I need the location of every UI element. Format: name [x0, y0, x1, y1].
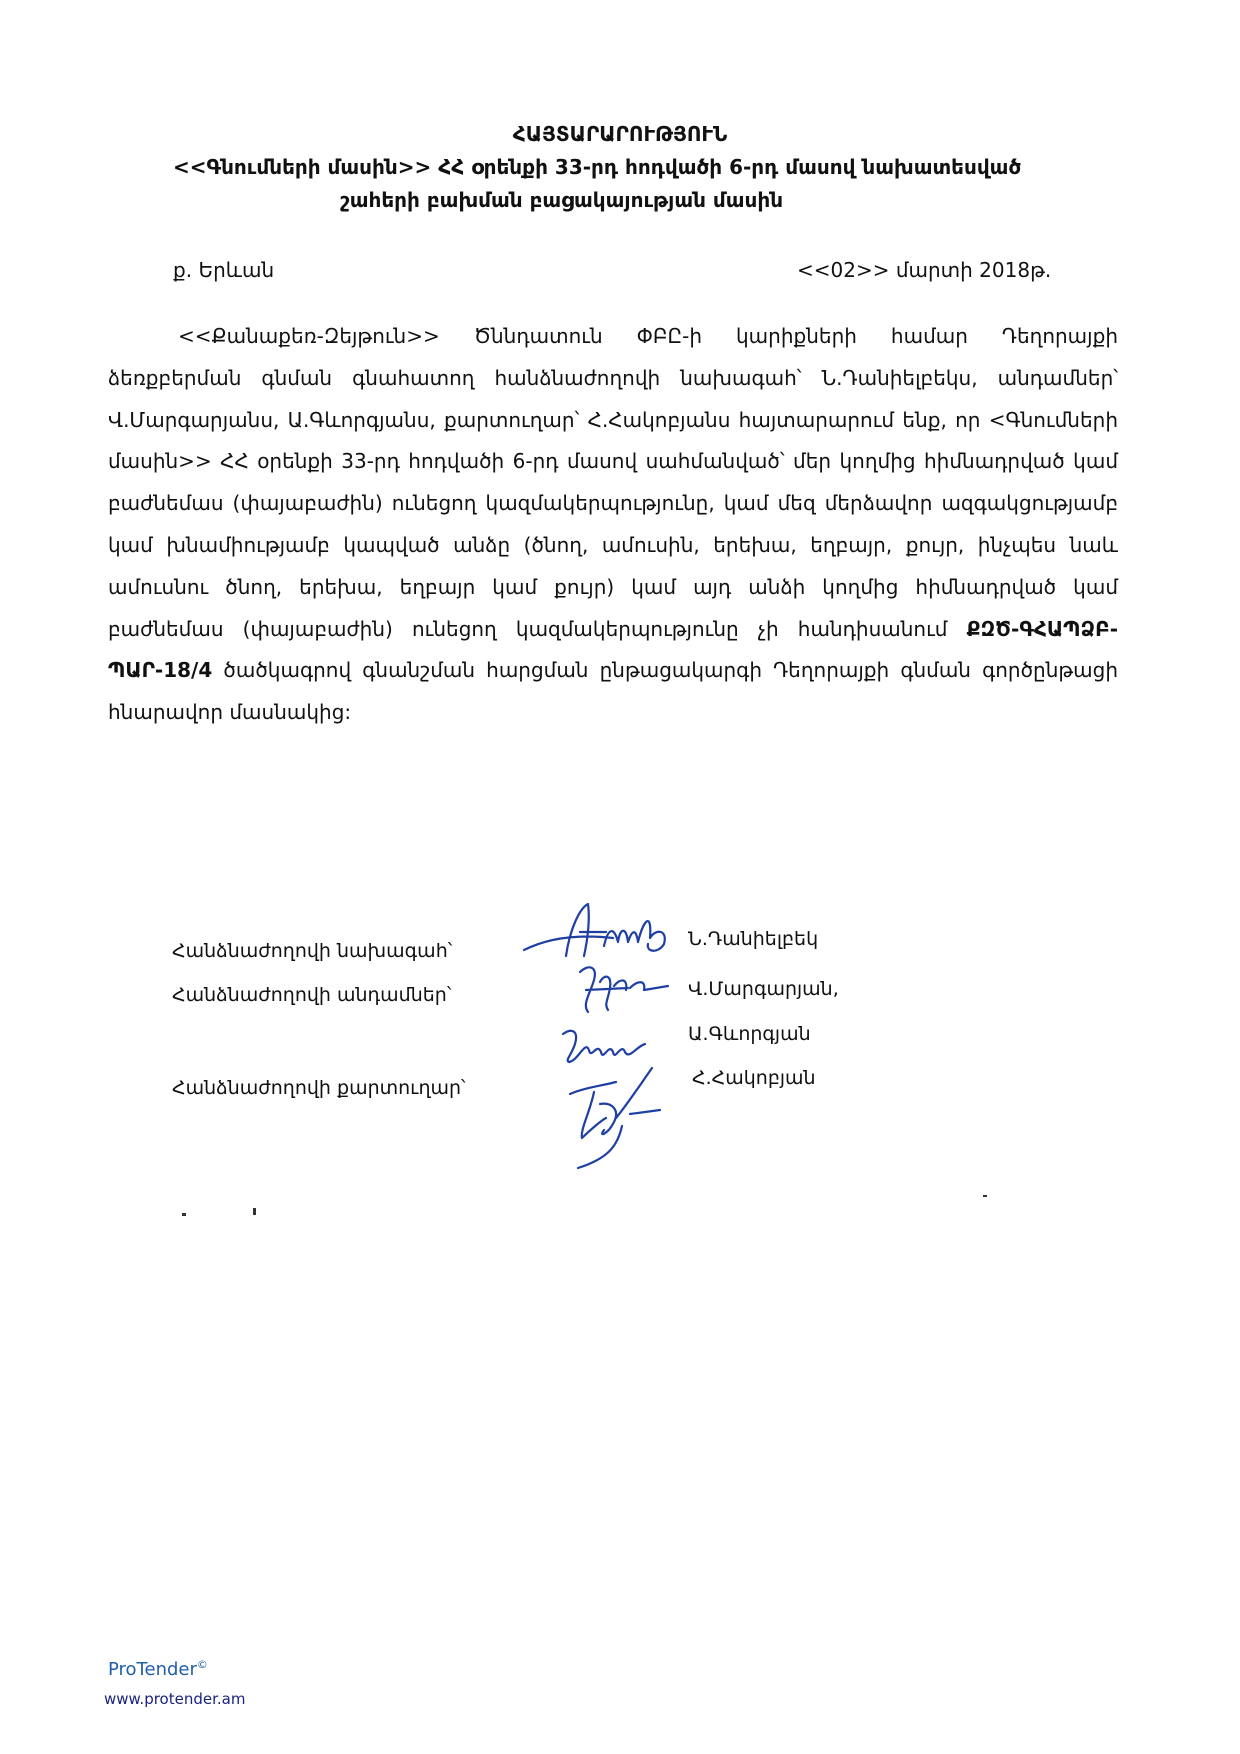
document-heading: ՀԱՅՏԱՐԱՐՈՒԹՅՈՒՆ [512, 122, 728, 146]
subtitle-line-2: շահերի բախման բացակայության մասին [340, 188, 784, 212]
secretary-label: Հանձնաժողովի քարտուղար՝ [172, 1077, 466, 1099]
secretary-signature [560, 1060, 680, 1172]
member-2-name: Ա.Գևորգյան [688, 1023, 811, 1045]
body-part-1: <<Քանաքեռ-Զեյթուն>> Ծննդատուն ՓԲԸ-ի կարիքների համար Դեղորայքի ձեռքբերման գնման գնահատող հանձնաժողովի նախագահ՝ Ն.Դանիելբեկս, անդամներ՝ Վ.Մարգարյանս, Ա.Գևորգյանս, քարտուղար՝ Հ.Հակոբյանս հայտարարում ենք, որ <Գնումների մասին>> ՀՀ օրենքի 33-րդ հոդվածի 6-րդ մասով սահմանված՝ մեր կողմից հիմնադրված կամ բաժնեմաս (փայաբաժին) ունեցող կազմակերպությունը, կամ մեզ մերձավոր ազգակցությամբ կամ խնամիությամբ կապված անձը (ծնող, ամուսին, երեխա, եղբայր, քույր, ինչպես նաև ամուսնու ծնող, երեխա, եղբայր կամ քույր) կամ այդ անձի կողմից հիմնադրված կամ բաժնեմաս (փայաբաժին) ունեցող կազմակերպությունը չի հանդիսանում [108, 324, 1118, 641]
member-1-name: Վ.Մարգարյան, [688, 978, 839, 1000]
chair-label: Հանձնաժողովի նախագահ՝ [172, 940, 453, 962]
subtitle-line-1: <<Գնումների մասին>> ՀՀ օրենքի 33-րդ հոդվածի 6-րդ մասով նախատեսված [173, 155, 1022, 179]
scan-speck [253, 1208, 256, 1215]
copyright-mark: © [196, 1658, 208, 1671]
footer-brand [108, 1658, 208, 1680]
chair-name: Ն.Դանիելբեկ [688, 928, 819, 950]
footer-brand-name: ProTender [108, 1659, 197, 1680]
members-label: Հանձնաժողովի անդամներ՝ [172, 984, 452, 1006]
scan-speck [983, 1195, 987, 1197]
city: ք. Երևան [173, 258, 275, 282]
procurement-code: ՔԶԾ-ԳՀԱՊՁԲ-ՊԱՐ-18/4 [108, 616, 1118, 683]
secretary-name: Հ.Հակոբյան [692, 1067, 816, 1089]
footer-url[interactable]: www.protender.am [104, 1690, 246, 1708]
body-part-2: ծածկագրով գնանշման հարցման ընթացակարգի Դեղորայքի գնման գործընթացի հնարավոր մասնակից: [108, 658, 1118, 725]
scan-speck [182, 1213, 186, 1216]
declaration-body [108, 316, 1118, 734]
date: <<02>> մարտի 2018թ. [797, 258, 1052, 282]
member-1-signature [568, 960, 688, 1020]
